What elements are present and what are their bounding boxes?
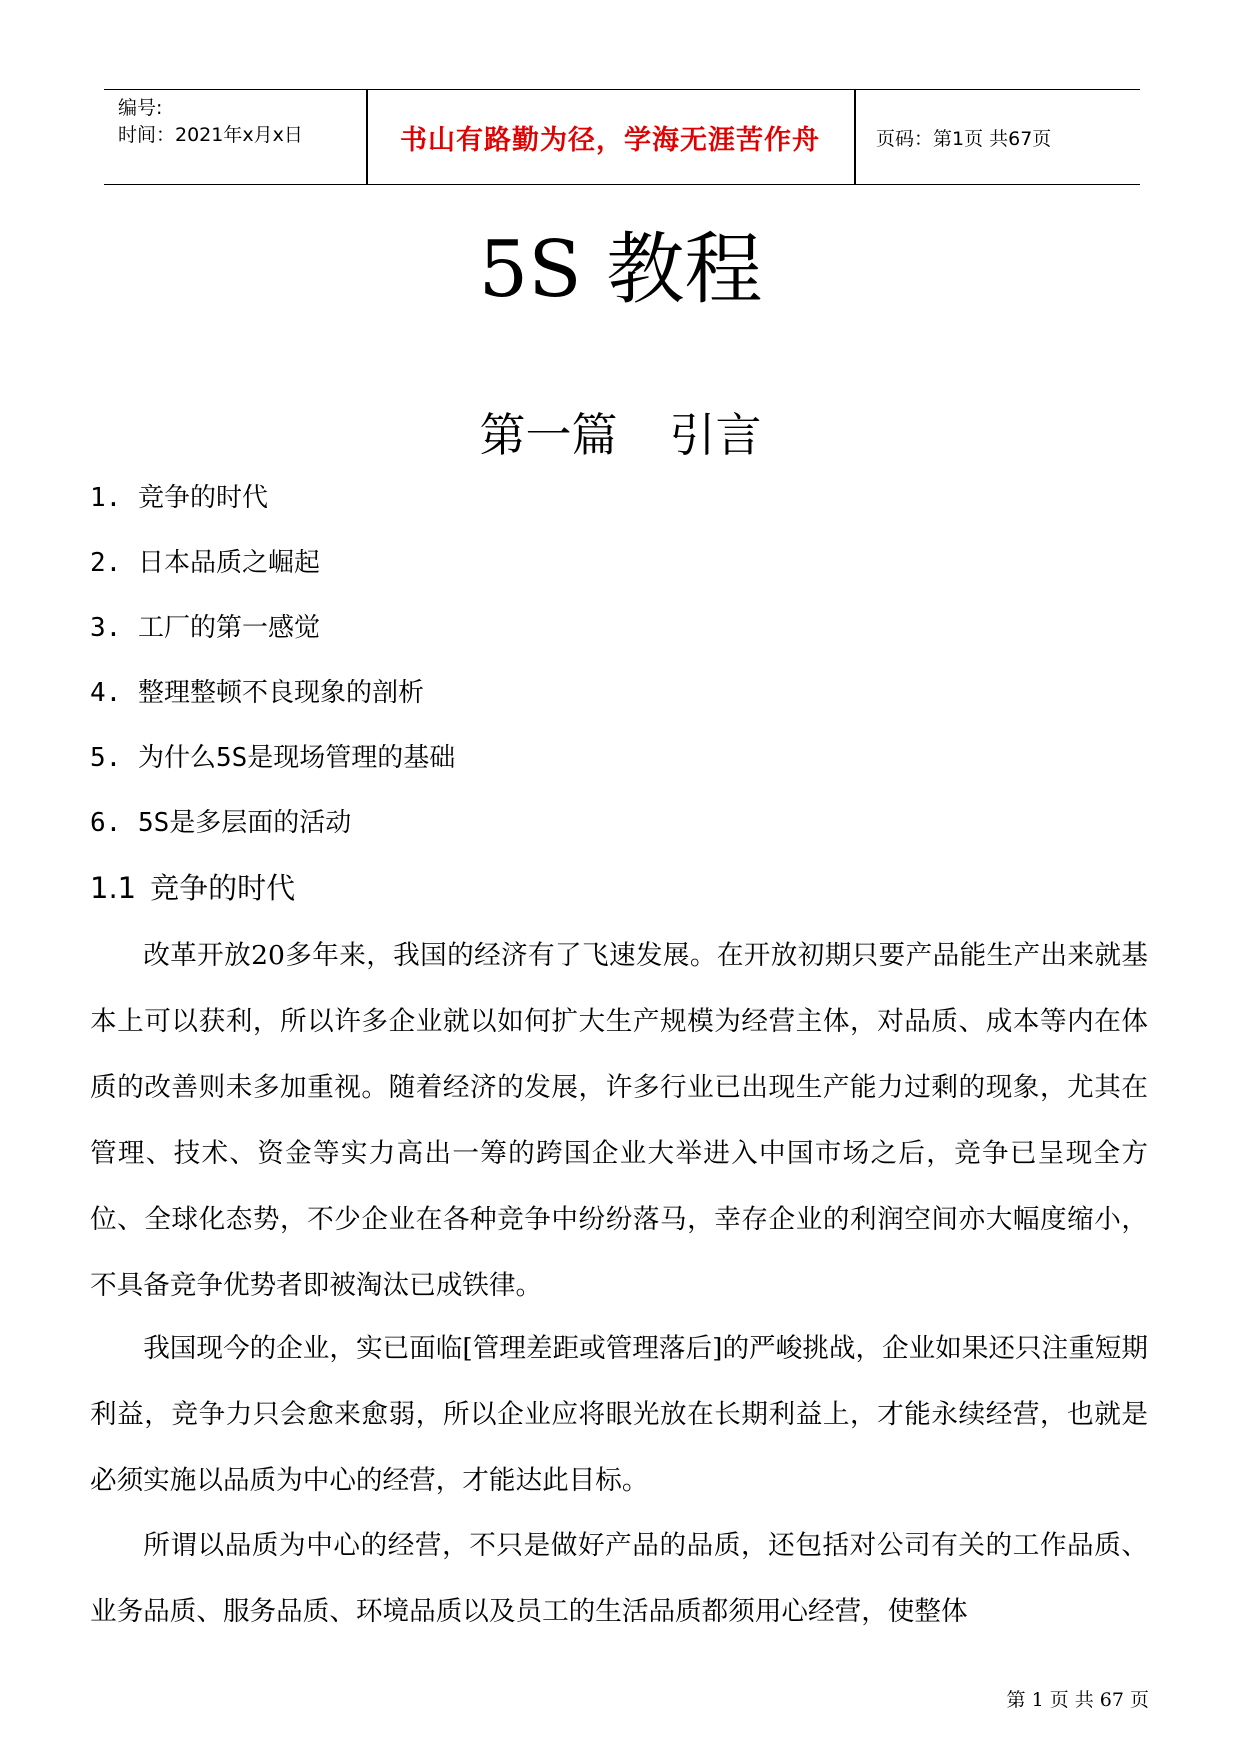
toc-item <box>90 738 455 803</box>
toc-number: 4. <box>90 678 122 708</box>
page-footer: 第 1 页 共 67 页 <box>1006 1689 1149 1711</box>
toc-number: 2. <box>90 548 122 578</box>
part-label: 第一篇 <box>479 408 618 462</box>
toc-item <box>90 803 455 868</box>
toc-number: 6. <box>90 808 122 838</box>
header-meta <box>104 90 366 184</box>
table-of-contents <box>90 478 455 868</box>
body-paragraph: 改革开放20多年来，我国的经济有了飞速发展。在开放初期只要产品能生产出来就基本上可以获利，所以许多企业就以如何扩大生产规模为经营主体，对品质、成本等内在体质的改善则未多加重视。随着经济的发展，许多行业已出现生产能力过剩的现象，尤其在管理、技术、资金等实力高出一筹的跨国企业大举进入中国市场之后，竞争已呈现全方位、全球化态势，不少企业在各种竞争中纷纷落马，幸存企业的利润空间亦大幅度缩小，不具备竞争优势者即被淘汰已成铁律。 <box>90 940 1148 1301</box>
header-divider-right <box>854 90 856 184</box>
toc-text: 日本品质之崛起 <box>138 548 321 578</box>
section-number: 1.1 <box>90 871 137 905</box>
toc-text: 竞争的时代 <box>138 483 269 513</box>
body-paragraph: 我国现今的企业，实已面临[管理差距或管理落后]的严峻挑战，企业如果还只注重短期利益，竞争力只会愈来愈弱，所以企业应将眼光放在长期利益上，才能永续经营，也就是必须实施以品质为中心的经营，才能达此目标。 <box>90 1333 1148 1496</box>
toc-item <box>90 673 455 738</box>
header-motto: 书山有路勤为径，学海无涯苦作舟 <box>400 124 820 156</box>
document-title: 5S 教程 <box>478 225 763 315</box>
section-title: 竞争的时代 <box>150 871 296 905</box>
toc-text: 为什么5S是现场管理的基础 <box>138 743 456 773</box>
page-header <box>104 89 1140 185</box>
date-line: 时间：2021年x月x日 <box>118 124 303 146</box>
toc-number: 1. <box>90 483 122 513</box>
body-paragraph: 所谓以品质为中心的经营，不只是做好产品的品质，还包括对公司有关的工作品质、业务品质、服务品质、环境品质以及员工的生活品质都须用心经营，使整体 <box>90 1530 1148 1627</box>
toc-item <box>90 608 455 673</box>
toc-text: 整理整顿不良现象的剖析 <box>138 678 425 708</box>
toc-item <box>90 478 455 543</box>
code-label: 编号: <box>118 97 163 119</box>
toc-number: 3. <box>90 613 122 643</box>
part-title <box>0 405 1241 465</box>
header-page-info: 页码：第1页 共67页 <box>876 127 1052 150</box>
part-name: 引言 <box>669 408 762 462</box>
toc-item <box>90 543 455 608</box>
toc-number: 5. <box>90 743 122 773</box>
toc-text: 5S是多层面的活动 <box>138 808 352 838</box>
section-heading <box>90 868 295 908</box>
toc-text: 工厂的第一感觉 <box>138 613 321 643</box>
